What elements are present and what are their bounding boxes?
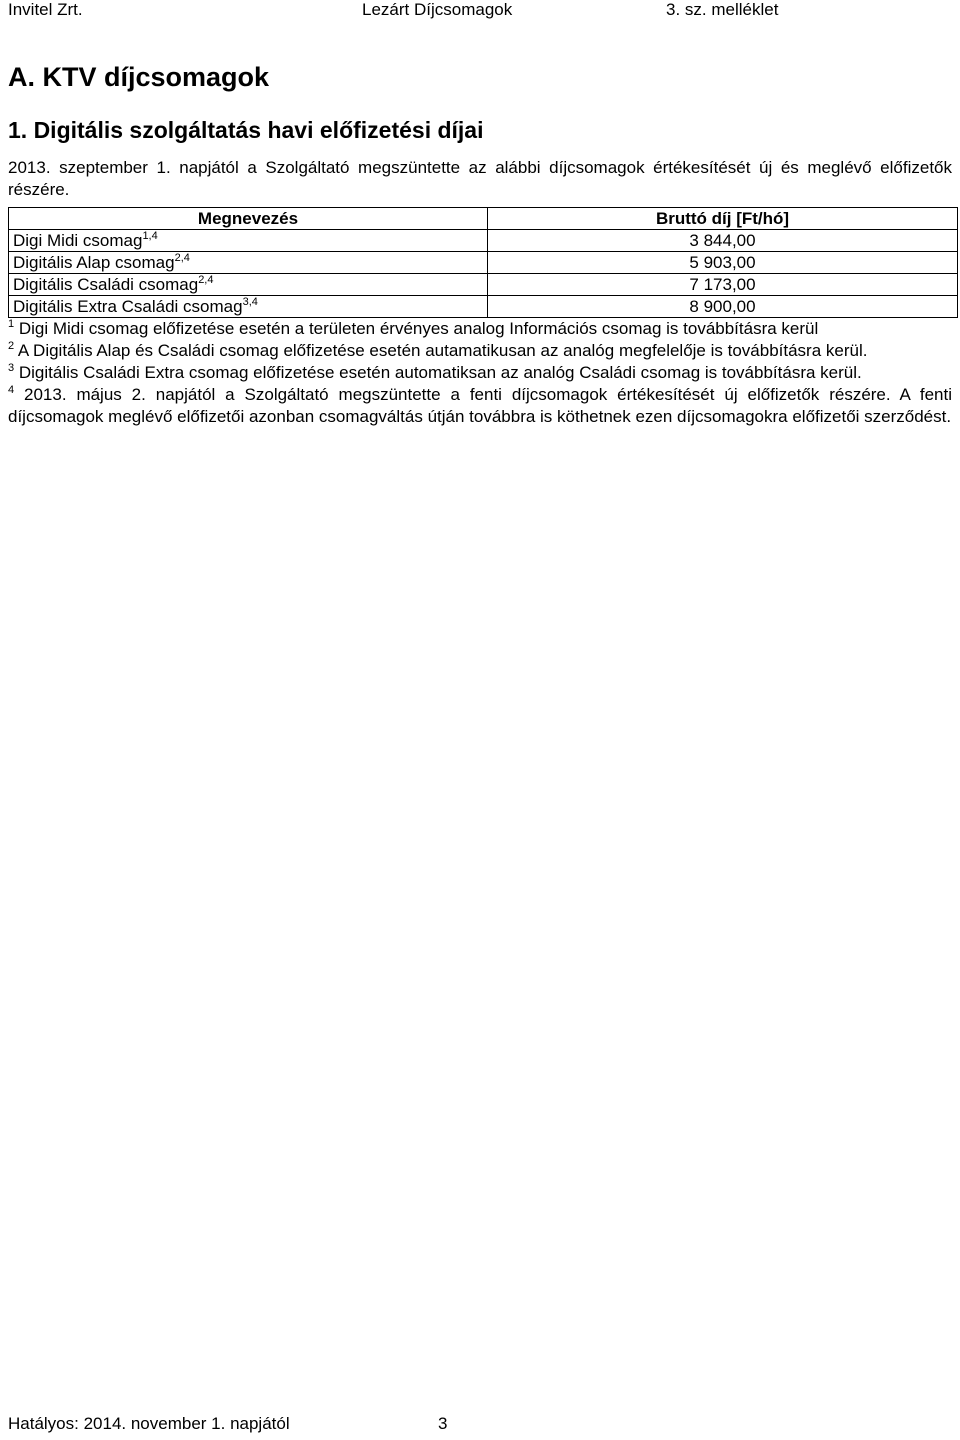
table-row bbox=[9, 252, 958, 274]
page-number: 3 bbox=[438, 1414, 448, 1433]
header-section: Lezárt Díjcsomagok bbox=[362, 0, 513, 19]
package-name: Digitális Alap csomag bbox=[13, 253, 175, 272]
footnotes bbox=[8, 318, 952, 428]
table-row bbox=[9, 296, 958, 318]
table-row bbox=[9, 230, 958, 252]
footnote bbox=[8, 318, 952, 340]
footnote-mark: 3 bbox=[8, 362, 15, 374]
package-price: 3 844,00 bbox=[488, 230, 958, 252]
footnote bbox=[8, 340, 952, 362]
intro-paragraph: 2013. szeptember 1. napjától a Szolgáltató megszüntette az alábbi díjcsomagok értékesítését új és meglévő előfizetők részére. bbox=[8, 158, 952, 199]
footnote bbox=[8, 362, 952, 384]
footnote-text: 2013. május 2. napjától a Szolgáltató megszüntette a fenti díjcsomagok értékesítését új előfizetők részére. A fenti díjcsomagok meglévő előfizetői azonban csomagváltás útján továbbra is köthetnek ezen díjcsomagokra előfizetői szerződést. bbox=[8, 385, 952, 426]
package-name-cell bbox=[9, 296, 488, 318]
page-footer bbox=[8, 1414, 448, 1434]
section-title: A. KTV díjcsomagok bbox=[8, 62, 270, 92]
package-name: Digitális Családi csomag bbox=[13, 275, 199, 294]
footnote-ref: 1,4 bbox=[142, 230, 158, 242]
package-price: 5 903,00 bbox=[488, 252, 958, 274]
footnote-mark: 4 bbox=[8, 384, 15, 396]
footnote-ref: 3,4 bbox=[242, 296, 258, 308]
footnote-ref: 2,4 bbox=[174, 252, 190, 264]
column-header-name: Megnevezés bbox=[9, 208, 488, 230]
footnote-text: A Digitális Alap és Családi csomag előfizetése esetén autamatikusan az analóg megfelelője is továbbításra kerül. bbox=[17, 341, 868, 360]
column-header-price: Bruttó díj [Ft/hó] bbox=[488, 208, 958, 230]
package-name-cell bbox=[9, 230, 488, 252]
footnote-mark: 2 bbox=[8, 340, 15, 352]
package-name-cell bbox=[9, 274, 488, 296]
page-header bbox=[0, 0, 960, 24]
table-row bbox=[9, 274, 958, 296]
package-name: Digi Midi csomag bbox=[13, 231, 143, 250]
package-name: Digitális Extra Családi csomag bbox=[13, 297, 243, 316]
package-name-cell bbox=[9, 252, 488, 274]
effective-date: Hatályos: 2014. november 1. napjától bbox=[8, 1414, 290, 1433]
header-company: Invitel Zrt. bbox=[8, 0, 83, 19]
footnote-text: Digitális Családi Extra csomag előfizetése esetén automatiksan az analóg Családi csomag is továbbításra kerül. bbox=[18, 363, 862, 382]
footnote bbox=[8, 384, 952, 428]
fee-table bbox=[8, 207, 958, 318]
table-header-row bbox=[9, 208, 958, 230]
package-price: 7 173,00 bbox=[488, 274, 958, 296]
footnote-text: Digi Midi csomag előfizetése esetén a területen érvényes analog Információs csomag is továbbításra kerül bbox=[18, 319, 819, 338]
footnote-ref: 2,4 bbox=[198, 274, 214, 286]
package-price: 8 900,00 bbox=[488, 296, 958, 318]
footnote-mark: 1 bbox=[8, 318, 15, 330]
header-appendix: 3. sz. melléklet bbox=[666, 0, 779, 19]
subsection-title: 1. Digitális szolgáltatás havi előfizetési díjai bbox=[8, 117, 484, 143]
